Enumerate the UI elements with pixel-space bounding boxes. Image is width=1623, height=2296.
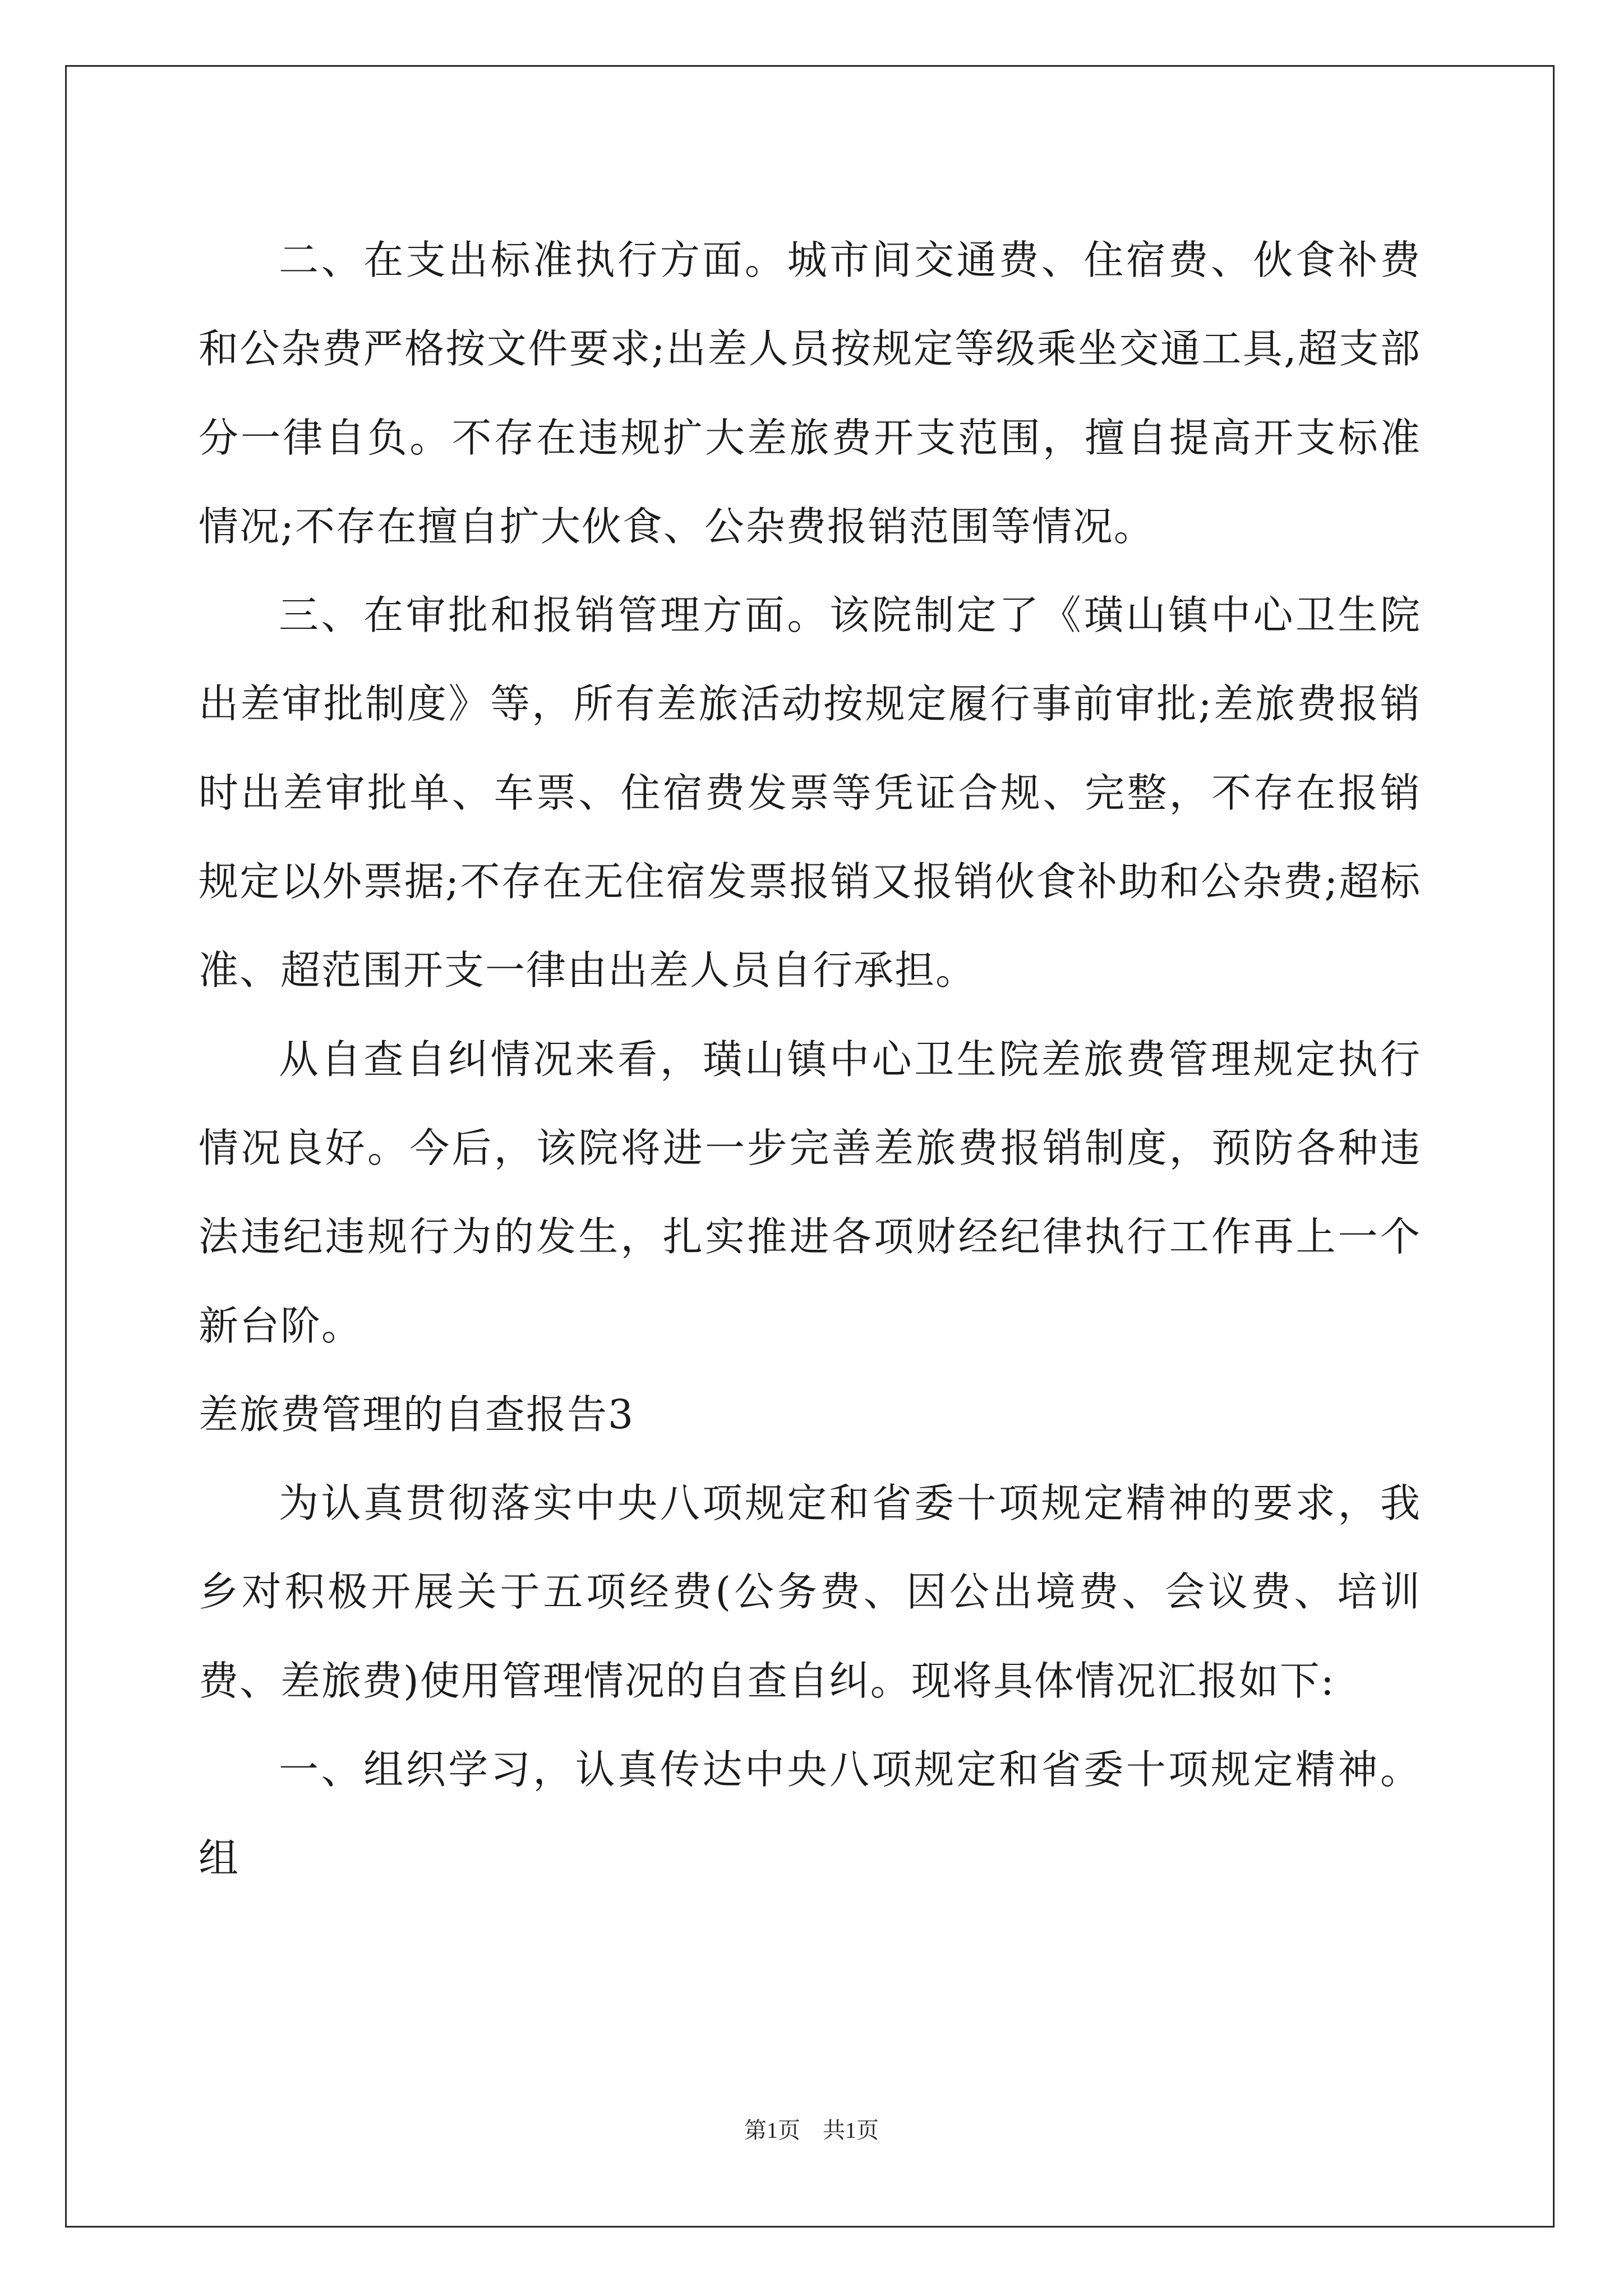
paragraph-self-inspection-conclusion: 从自查自纠情况来看，璜山镇中心卫生院差旅费管理规定执行情况良好。今后，该院将进一步完善差旅费报销制度，预防各种违法违纪违规行为的发生，扎实推进各项财经纪律执行工作再上一个新台阶。 — [199, 1036, 1421, 1349]
paragraph-approval-reimbursement: 三、在审批和报销管理方面。该院制定了《璜山镇中心卫生院出差审批制度》等，所有差旅活动按规定履行事前审批;差旅费报销时出差审批单、车票、住宿费发票等凭证合规、完整，不存在报销规定以外票据;不存在无住宿发票报销又报销伙食补助和公杂费;超标准、超范围开支一律由出差人员自行承担。 — [199, 592, 1421, 994]
document-body — [199, 216, 1421, 1903]
paragraph-expense-standards: 二、在支出标准执行方面。城市间交通费、住宿费、伙食补费和公杂费严格按文件要求;出差人员按规定等级乘坐交通工具,超支部分一律自负。不存在违规扩大差旅费开支范围，擅自提高开支标准情况;不存在擅自扩大伙食、公杂费报销范围等情况。 — [199, 237, 1421, 550]
page-number-footer: 第1页 共1页 — [744, 2118, 879, 2143]
paragraph-organize-study: 一、组织学习，认真传达中央八项规定和省委十项规定精神。组 — [199, 1746, 1421, 1882]
paragraph-report-intro: 为认真贯彻落实中央八项规定和省委十项规定精神的要求，我乡对积极开展关于五项经费(公务费、因公出境费、会议费、培训费、差旅费)使用管理情况的自查自纠。现将具体情况汇报如下: — [199, 1480, 1421, 1704]
report-section-title: 差旅费管理的自查报告3 — [199, 1391, 635, 1438]
